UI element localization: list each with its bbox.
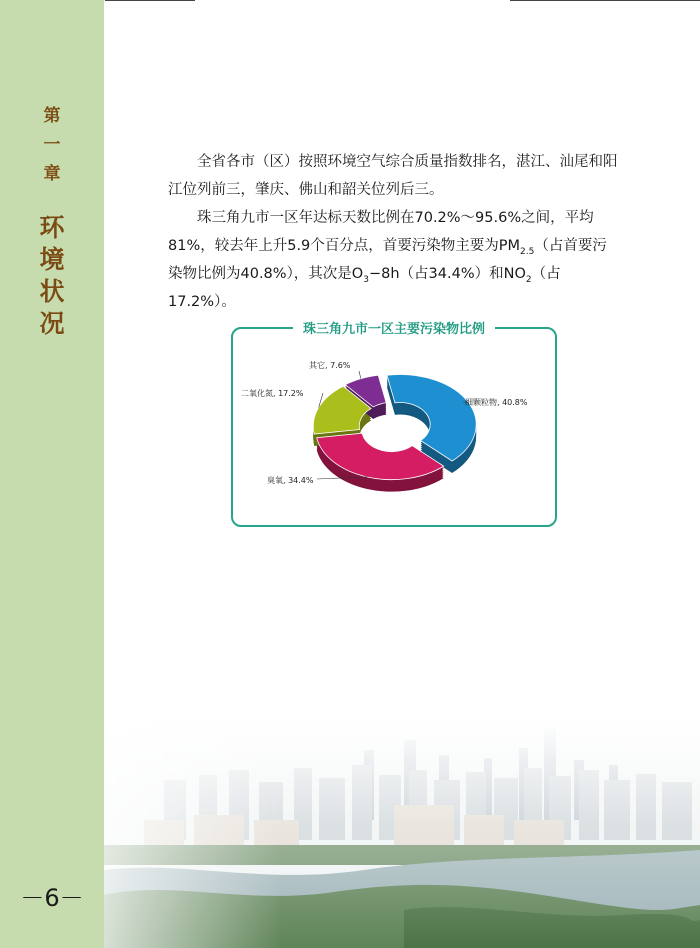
- paragraph-prd: [168, 204, 618, 316]
- paragraph-ranking: 全省各市（区）按照环境空气综合质量指数排名，湛江、汕尾和阳江位列前三，肇庆、佛山和韶关位列后三。: [168, 154, 618, 198]
- text-run: （占17.2%）。: [168, 266, 561, 310]
- text-run: −8h（占34.4%）和NO: [368, 266, 526, 282]
- body-text: [168, 148, 618, 316]
- sidebar: [0, 0, 104, 948]
- pollutant-chart-box: [231, 322, 557, 527]
- donut-chart: [233, 329, 555, 525]
- chapter-title-char: 环: [39, 213, 65, 242]
- chapter-title-char: 境: [39, 245, 65, 274]
- page-number: －6－: [20, 884, 84, 912]
- city-skyline-image: [104, 720, 700, 948]
- subscript: 2: [525, 274, 532, 285]
- chapter-title-char: 况: [39, 309, 65, 338]
- chart-title: 珠三角九市一区主要污染物比例: [293, 318, 495, 337]
- chapter-char: 章: [43, 164, 61, 184]
- chapter-title-char: 状: [39, 277, 65, 306]
- pie-leader-line: [359, 371, 361, 379]
- chapter-heading: [0, 108, 104, 343]
- text-run: 珠三角九市一区年达标天数比例在70.2%～95.6%之间，平均81%，较去年上升5.9个百分点，首要污染物主要为PM: [168, 210, 594, 254]
- pie-slice-label: 二氧化氮, 17.2%: [241, 389, 304, 398]
- chapter-char: 第: [43, 106, 61, 126]
- chapter-char: 一: [43, 135, 61, 155]
- pie-slice-label: 臭氧, 34.4%: [267, 476, 314, 485]
- pie-slice-label: 其它, 7.6%: [309, 361, 351, 370]
- subscript: 3: [363, 274, 369, 285]
- top-rule-right: [510, 0, 700, 1]
- pie-slice-label: 细颗粒物, 40.8%: [465, 398, 528, 407]
- pie-slice: [387, 374, 476, 460]
- top-rule-left: [105, 0, 195, 1]
- subscript: 2.5: [520, 246, 535, 257]
- text-run: （占首要污染物比例为40.8%），其次是O: [168, 238, 607, 282]
